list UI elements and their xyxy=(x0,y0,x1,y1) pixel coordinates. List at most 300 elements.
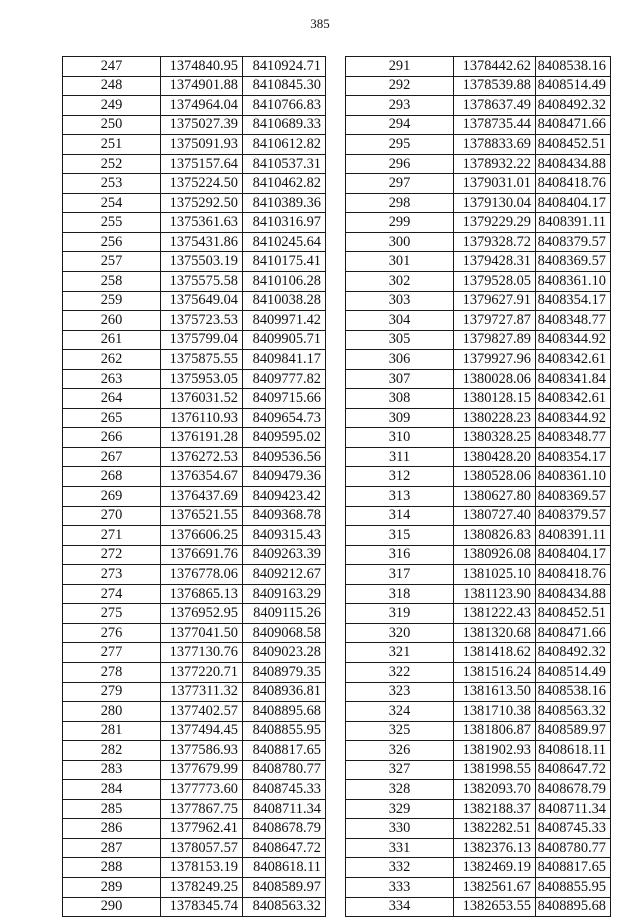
point-number-cell: 249 xyxy=(63,96,161,116)
point-number-cell: 333 xyxy=(346,877,454,897)
point-number-cell: 303 xyxy=(346,291,454,311)
table-row xyxy=(346,780,611,800)
x-coordinate-cell: 1376865.13 xyxy=(161,584,243,604)
x-coordinate-cell: 1381025.10 xyxy=(454,565,536,585)
y-coordinate-cell: 8408711.34 xyxy=(536,799,611,819)
table-row xyxy=(346,252,611,272)
point-number-cell: 273 xyxy=(63,565,161,585)
x-coordinate-cell: 1375875.55 xyxy=(161,350,243,370)
point-number-cell: 253 xyxy=(63,174,161,194)
x-coordinate-cell: 1378153.19 xyxy=(161,858,243,878)
y-coordinate-cell: 8410537.31 xyxy=(243,154,326,174)
table-row xyxy=(63,76,326,96)
table-row xyxy=(63,350,326,370)
x-coordinate-cell: 1381998.55 xyxy=(454,760,536,780)
point-number-cell: 332 xyxy=(346,858,454,878)
point-number-cell: 297 xyxy=(346,174,454,194)
x-coordinate-cell: 1375503.19 xyxy=(161,252,243,272)
point-number-cell: 293 xyxy=(346,96,454,116)
x-coordinate-cell: 1377962.41 xyxy=(161,819,243,839)
y-coordinate-cell: 8408391.11 xyxy=(536,526,611,546)
table-row xyxy=(346,115,611,135)
table-row xyxy=(346,741,611,761)
y-coordinate-cell: 8408348.77 xyxy=(536,311,611,331)
point-number-cell: 281 xyxy=(63,721,161,741)
table-row xyxy=(63,389,326,409)
y-coordinate-cell: 8408618.11 xyxy=(243,858,326,878)
point-number-cell: 263 xyxy=(63,369,161,389)
point-number-cell: 282 xyxy=(63,741,161,761)
table-row xyxy=(63,545,326,565)
y-coordinate-cell: 8408678.79 xyxy=(536,780,611,800)
point-number-cell: 272 xyxy=(63,545,161,565)
point-number-cell: 269 xyxy=(63,487,161,507)
y-coordinate-cell: 8408369.57 xyxy=(536,252,611,272)
point-number-cell: 279 xyxy=(63,682,161,702)
x-coordinate-cell: 1382561.67 xyxy=(454,877,536,897)
y-coordinate-cell: 8409163.29 xyxy=(243,584,326,604)
table-row xyxy=(346,545,611,565)
x-coordinate-cell: 1378057.57 xyxy=(161,838,243,858)
table-row xyxy=(346,96,611,116)
table-row xyxy=(63,408,326,428)
table-row xyxy=(346,408,611,428)
x-coordinate-cell: 1381320.68 xyxy=(454,623,536,643)
table-row xyxy=(63,272,326,292)
point-number-cell: 304 xyxy=(346,311,454,331)
point-number-cell: 266 xyxy=(63,428,161,448)
y-coordinate-cell: 8408745.33 xyxy=(243,780,326,800)
table-row xyxy=(63,643,326,663)
table-row xyxy=(63,57,326,77)
y-coordinate-cell: 8408361.10 xyxy=(536,272,611,292)
x-coordinate-cell: 1376691.76 xyxy=(161,545,243,565)
table-row xyxy=(346,213,611,233)
point-number-cell: 278 xyxy=(63,662,161,682)
x-coordinate-cell: 1378249.25 xyxy=(161,877,243,897)
table-row xyxy=(346,858,611,878)
x-coordinate-cell: 1377494.45 xyxy=(161,721,243,741)
point-number-cell: 268 xyxy=(63,467,161,487)
table-row xyxy=(63,291,326,311)
table-row xyxy=(63,623,326,643)
table-row xyxy=(346,799,611,819)
x-coordinate-cell: 1377586.93 xyxy=(161,741,243,761)
table-row xyxy=(346,819,611,839)
point-number-cell: 265 xyxy=(63,408,161,428)
y-coordinate-cell: 8408563.32 xyxy=(536,702,611,722)
point-number-cell: 267 xyxy=(63,447,161,467)
table-row xyxy=(346,760,611,780)
table-row xyxy=(63,487,326,507)
x-coordinate-cell: 1380528.06 xyxy=(454,467,536,487)
x-coordinate-cell: 1377773.60 xyxy=(161,780,243,800)
y-coordinate-cell: 8408452.51 xyxy=(536,135,611,155)
y-coordinate-cell: 8409971.42 xyxy=(243,311,326,331)
point-number-cell: 261 xyxy=(63,330,161,350)
table-row xyxy=(346,506,611,526)
point-number-cell: 330 xyxy=(346,819,454,839)
y-coordinate-cell: 8410316.97 xyxy=(243,213,326,233)
y-coordinate-cell: 8408895.68 xyxy=(536,897,611,917)
table-row xyxy=(63,741,326,761)
point-number-cell: 319 xyxy=(346,604,454,624)
table-row xyxy=(63,447,326,467)
x-coordinate-cell: 1381902.93 xyxy=(454,741,536,761)
y-coordinate-cell: 8408492.32 xyxy=(536,643,611,663)
y-coordinate-cell: 8408678.79 xyxy=(243,819,326,839)
x-coordinate-cell: 1376191.28 xyxy=(161,428,243,448)
y-coordinate-cell: 8410689.33 xyxy=(243,115,326,135)
table-row xyxy=(63,115,326,135)
x-coordinate-cell: 1379927.96 xyxy=(454,350,536,370)
x-coordinate-cell: 1376521.55 xyxy=(161,506,243,526)
x-coordinate-cell: 1376110.93 xyxy=(161,408,243,428)
point-number-cell: 307 xyxy=(346,369,454,389)
y-coordinate-cell: 8408589.97 xyxy=(536,721,611,741)
y-coordinate-cell: 8408404.17 xyxy=(536,545,611,565)
x-coordinate-cell: 1380428.20 xyxy=(454,447,536,467)
x-coordinate-cell: 1375431.86 xyxy=(161,232,243,252)
point-number-cell: 313 xyxy=(346,487,454,507)
y-coordinate-cell: 8409777.82 xyxy=(243,369,326,389)
x-coordinate-cell: 1378833.69 xyxy=(454,135,536,155)
x-coordinate-cell: 1380926.08 xyxy=(454,545,536,565)
table-row xyxy=(346,877,611,897)
x-coordinate-cell: 1376031.52 xyxy=(161,389,243,409)
y-coordinate-cell: 8408936.81 xyxy=(243,682,326,702)
x-coordinate-cell: 1375027.39 xyxy=(161,115,243,135)
point-number-cell: 323 xyxy=(346,682,454,702)
x-coordinate-cell: 1374901.88 xyxy=(161,76,243,96)
point-number-cell: 275 xyxy=(63,604,161,624)
y-coordinate-cell: 8409715.66 xyxy=(243,389,326,409)
x-coordinate-cell: 1378735.44 xyxy=(454,115,536,135)
x-coordinate-cell: 1377220.71 xyxy=(161,662,243,682)
y-coordinate-cell: 8408817.65 xyxy=(536,858,611,878)
y-coordinate-cell: 8410924.71 xyxy=(243,57,326,77)
x-coordinate-cell: 1378637.49 xyxy=(454,96,536,116)
x-coordinate-cell: 1375292.50 xyxy=(161,193,243,213)
x-coordinate-cell: 1382376.13 xyxy=(454,838,536,858)
table-row xyxy=(63,780,326,800)
y-coordinate-cell: 8408471.66 xyxy=(536,115,611,135)
y-coordinate-cell: 8408855.95 xyxy=(243,721,326,741)
table-row xyxy=(63,858,326,878)
y-coordinate-cell: 8408341.84 xyxy=(536,369,611,389)
point-number-cell: 264 xyxy=(63,389,161,409)
y-coordinate-cell: 8408344.92 xyxy=(536,330,611,350)
point-number-cell: 286 xyxy=(63,819,161,839)
y-coordinate-cell: 8409654.73 xyxy=(243,408,326,428)
y-coordinate-cell: 8408348.77 xyxy=(536,428,611,448)
point-number-cell: 270 xyxy=(63,506,161,526)
x-coordinate-cell: 1382188.37 xyxy=(454,799,536,819)
table-row xyxy=(63,252,326,272)
y-coordinate-cell: 8408342.61 xyxy=(536,350,611,370)
x-coordinate-cell: 1378539.88 xyxy=(454,76,536,96)
point-number-cell: 305 xyxy=(346,330,454,350)
y-coordinate-cell: 8408434.88 xyxy=(536,584,611,604)
table-row xyxy=(346,174,611,194)
x-coordinate-cell: 1382282.51 xyxy=(454,819,536,839)
point-number-cell: 300 xyxy=(346,232,454,252)
table-row xyxy=(346,487,611,507)
y-coordinate-cell: 8408391.11 xyxy=(536,213,611,233)
y-coordinate-cell: 8410245.64 xyxy=(243,232,326,252)
y-coordinate-cell: 8408361.10 xyxy=(536,467,611,487)
x-coordinate-cell: 1375723.53 xyxy=(161,311,243,331)
x-coordinate-cell: 1374964.04 xyxy=(161,96,243,116)
x-coordinate-cell: 1382469.19 xyxy=(454,858,536,878)
table-row xyxy=(346,154,611,174)
x-coordinate-cell: 1379727.87 xyxy=(454,311,536,331)
point-number-cell: 315 xyxy=(346,526,454,546)
table-row xyxy=(63,526,326,546)
x-coordinate-cell: 1375799.04 xyxy=(161,330,243,350)
coordinates-table-left xyxy=(62,56,326,917)
y-coordinate-cell: 8409068.58 xyxy=(243,623,326,643)
y-coordinate-cell: 8409479.36 xyxy=(243,467,326,487)
table-row xyxy=(346,272,611,292)
point-number-cell: 334 xyxy=(346,897,454,917)
x-coordinate-cell: 1380228.23 xyxy=(454,408,536,428)
point-number-cell: 248 xyxy=(63,76,161,96)
x-coordinate-cell: 1379827.89 xyxy=(454,330,536,350)
x-coordinate-cell: 1378932.22 xyxy=(454,154,536,174)
point-number-cell: 302 xyxy=(346,272,454,292)
y-coordinate-cell: 8408344.92 xyxy=(536,408,611,428)
point-number-cell: 324 xyxy=(346,702,454,722)
point-number-cell: 326 xyxy=(346,741,454,761)
point-number-cell: 316 xyxy=(346,545,454,565)
point-number-cell: 331 xyxy=(346,838,454,858)
point-number-cell: 254 xyxy=(63,193,161,213)
point-number-cell: 271 xyxy=(63,526,161,546)
x-coordinate-cell: 1376606.25 xyxy=(161,526,243,546)
y-coordinate-cell: 8408817.65 xyxy=(243,741,326,761)
point-number-cell: 329 xyxy=(346,799,454,819)
y-coordinate-cell: 8408434.88 xyxy=(536,154,611,174)
point-number-cell: 292 xyxy=(346,76,454,96)
table-row xyxy=(63,682,326,702)
table-row xyxy=(63,702,326,722)
x-coordinate-cell: 1376952.95 xyxy=(161,604,243,624)
x-coordinate-cell: 1379328.72 xyxy=(454,232,536,252)
y-coordinate-cell: 8408379.57 xyxy=(536,506,611,526)
point-number-cell: 277 xyxy=(63,643,161,663)
point-number-cell: 311 xyxy=(346,447,454,467)
x-coordinate-cell: 1376437.69 xyxy=(161,487,243,507)
table-row xyxy=(63,213,326,233)
table-row xyxy=(63,467,326,487)
point-number-cell: 320 xyxy=(346,623,454,643)
table-row xyxy=(63,819,326,839)
x-coordinate-cell: 1379528.05 xyxy=(454,272,536,292)
y-coordinate-cell: 8408979.35 xyxy=(243,662,326,682)
y-coordinate-cell: 8408418.76 xyxy=(536,565,611,585)
x-coordinate-cell: 1375649.04 xyxy=(161,291,243,311)
point-number-cell: 306 xyxy=(346,350,454,370)
x-coordinate-cell: 1379130.04 xyxy=(454,193,536,213)
x-coordinate-cell: 1381806.87 xyxy=(454,721,536,741)
table-row xyxy=(346,604,611,624)
x-coordinate-cell: 1377402.57 xyxy=(161,702,243,722)
table-row xyxy=(63,232,326,252)
point-number-cell: 257 xyxy=(63,252,161,272)
y-coordinate-cell: 8408618.11 xyxy=(536,741,611,761)
x-coordinate-cell: 1375157.64 xyxy=(161,154,243,174)
x-coordinate-cell: 1378345.74 xyxy=(161,897,243,917)
point-number-cell: 252 xyxy=(63,154,161,174)
y-coordinate-cell: 8408780.77 xyxy=(536,838,611,858)
x-coordinate-cell: 1381123.90 xyxy=(454,584,536,604)
x-coordinate-cell: 1376272.53 xyxy=(161,447,243,467)
y-coordinate-cell: 8410766.83 xyxy=(243,96,326,116)
table-row xyxy=(346,467,611,487)
table-row xyxy=(346,897,611,917)
y-coordinate-cell: 8408418.76 xyxy=(536,174,611,194)
x-coordinate-cell: 1377311.32 xyxy=(161,682,243,702)
y-coordinate-cell: 8408589.97 xyxy=(243,877,326,897)
point-number-cell: 317 xyxy=(346,565,454,585)
y-coordinate-cell: 8409263.39 xyxy=(243,545,326,565)
x-coordinate-cell: 1382093.70 xyxy=(454,780,536,800)
table-row xyxy=(63,604,326,624)
point-number-cell: 260 xyxy=(63,311,161,331)
point-number-cell: 283 xyxy=(63,760,161,780)
table-row xyxy=(346,643,611,663)
point-number-cell: 291 xyxy=(346,57,454,77)
y-coordinate-cell: 8409023.28 xyxy=(243,643,326,663)
y-coordinate-cell: 8410462.82 xyxy=(243,174,326,194)
table-row xyxy=(346,369,611,389)
table-row xyxy=(346,623,611,643)
y-coordinate-cell: 8409841.17 xyxy=(243,350,326,370)
point-number-cell: 321 xyxy=(346,643,454,663)
table-row xyxy=(63,897,326,917)
table-row xyxy=(346,291,611,311)
table-row xyxy=(63,506,326,526)
y-coordinate-cell: 8408647.72 xyxy=(243,838,326,858)
y-coordinate-cell: 8410845.30 xyxy=(243,76,326,96)
x-coordinate-cell: 1380627.80 xyxy=(454,487,536,507)
x-coordinate-cell: 1377130.76 xyxy=(161,643,243,663)
point-number-cell: 285 xyxy=(63,799,161,819)
y-coordinate-cell: 8410106.28 xyxy=(243,272,326,292)
point-number-cell: 288 xyxy=(63,858,161,878)
x-coordinate-cell: 1374840.95 xyxy=(161,57,243,77)
x-coordinate-cell: 1377679.99 xyxy=(161,760,243,780)
point-number-cell: 250 xyxy=(63,115,161,135)
x-coordinate-cell: 1381613.50 xyxy=(454,682,536,702)
y-coordinate-cell: 8408404.17 xyxy=(536,193,611,213)
y-coordinate-cell: 8408514.49 xyxy=(536,662,611,682)
table-row xyxy=(346,428,611,448)
point-number-cell: 256 xyxy=(63,232,161,252)
y-coordinate-cell: 8408895.68 xyxy=(243,702,326,722)
point-number-cell: 296 xyxy=(346,154,454,174)
point-number-cell: 290 xyxy=(63,897,161,917)
x-coordinate-cell: 1382653.55 xyxy=(454,897,536,917)
x-coordinate-cell: 1381710.38 xyxy=(454,702,536,722)
point-number-cell: 262 xyxy=(63,350,161,370)
x-coordinate-cell: 1381516.24 xyxy=(454,662,536,682)
table-row xyxy=(346,721,611,741)
table-row xyxy=(346,57,611,77)
point-number-cell: 314 xyxy=(346,506,454,526)
page-number: 385 xyxy=(310,16,330,31)
x-coordinate-cell: 1379627.91 xyxy=(454,291,536,311)
point-number-cell: 308 xyxy=(346,389,454,409)
y-coordinate-cell: 8408647.72 xyxy=(536,760,611,780)
table-row xyxy=(63,96,326,116)
point-number-cell: 276 xyxy=(63,623,161,643)
point-number-cell: 287 xyxy=(63,838,161,858)
x-coordinate-cell: 1380727.40 xyxy=(454,506,536,526)
point-number-cell: 298 xyxy=(346,193,454,213)
table-row xyxy=(63,565,326,585)
y-coordinate-cell: 8408342.61 xyxy=(536,389,611,409)
table-row xyxy=(63,877,326,897)
point-number-cell: 280 xyxy=(63,702,161,722)
table-row xyxy=(346,702,611,722)
table-row xyxy=(346,584,611,604)
point-number-cell: 327 xyxy=(346,760,454,780)
y-coordinate-cell: 8408538.16 xyxy=(536,57,611,77)
x-coordinate-cell: 1380028.06 xyxy=(454,369,536,389)
table-row xyxy=(346,330,611,350)
y-coordinate-cell: 8409536.56 xyxy=(243,447,326,467)
table-row xyxy=(346,682,611,702)
point-number-cell: 284 xyxy=(63,780,161,800)
table-row xyxy=(63,584,326,604)
x-coordinate-cell: 1378442.62 xyxy=(454,57,536,77)
y-coordinate-cell: 8408563.32 xyxy=(243,897,326,917)
point-number-cell: 255 xyxy=(63,213,161,233)
point-number-cell: 289 xyxy=(63,877,161,897)
table-row xyxy=(63,311,326,331)
table-row xyxy=(346,350,611,370)
x-coordinate-cell: 1375091.93 xyxy=(161,135,243,155)
table-row xyxy=(63,721,326,741)
y-coordinate-cell: 8408780.77 xyxy=(243,760,326,780)
y-coordinate-cell: 8408354.17 xyxy=(536,291,611,311)
y-coordinate-cell: 8409315.43 xyxy=(243,526,326,546)
y-coordinate-cell: 8408538.16 xyxy=(536,682,611,702)
table-row xyxy=(346,311,611,331)
x-coordinate-cell: 1381222.43 xyxy=(454,604,536,624)
point-number-cell: 258 xyxy=(63,272,161,292)
y-coordinate-cell: 8408514.49 xyxy=(536,76,611,96)
x-coordinate-cell: 1376354.67 xyxy=(161,467,243,487)
x-coordinate-cell: 1375224.50 xyxy=(161,174,243,194)
x-coordinate-cell: 1375575.58 xyxy=(161,272,243,292)
table-row xyxy=(346,135,611,155)
table-row xyxy=(63,428,326,448)
y-coordinate-cell: 8410175.41 xyxy=(243,252,326,272)
x-coordinate-cell: 1379229.29 xyxy=(454,213,536,233)
point-number-cell: 325 xyxy=(346,721,454,741)
y-coordinate-cell: 8408452.51 xyxy=(536,604,611,624)
x-coordinate-cell: 1376778.06 xyxy=(161,565,243,585)
y-coordinate-cell: 8408745.33 xyxy=(536,819,611,839)
x-coordinate-cell: 1380328.25 xyxy=(454,428,536,448)
y-coordinate-cell: 8408354.17 xyxy=(536,447,611,467)
y-coordinate-cell: 8409212.67 xyxy=(243,565,326,585)
table-row xyxy=(346,565,611,585)
x-coordinate-cell: 1381418.62 xyxy=(454,643,536,663)
